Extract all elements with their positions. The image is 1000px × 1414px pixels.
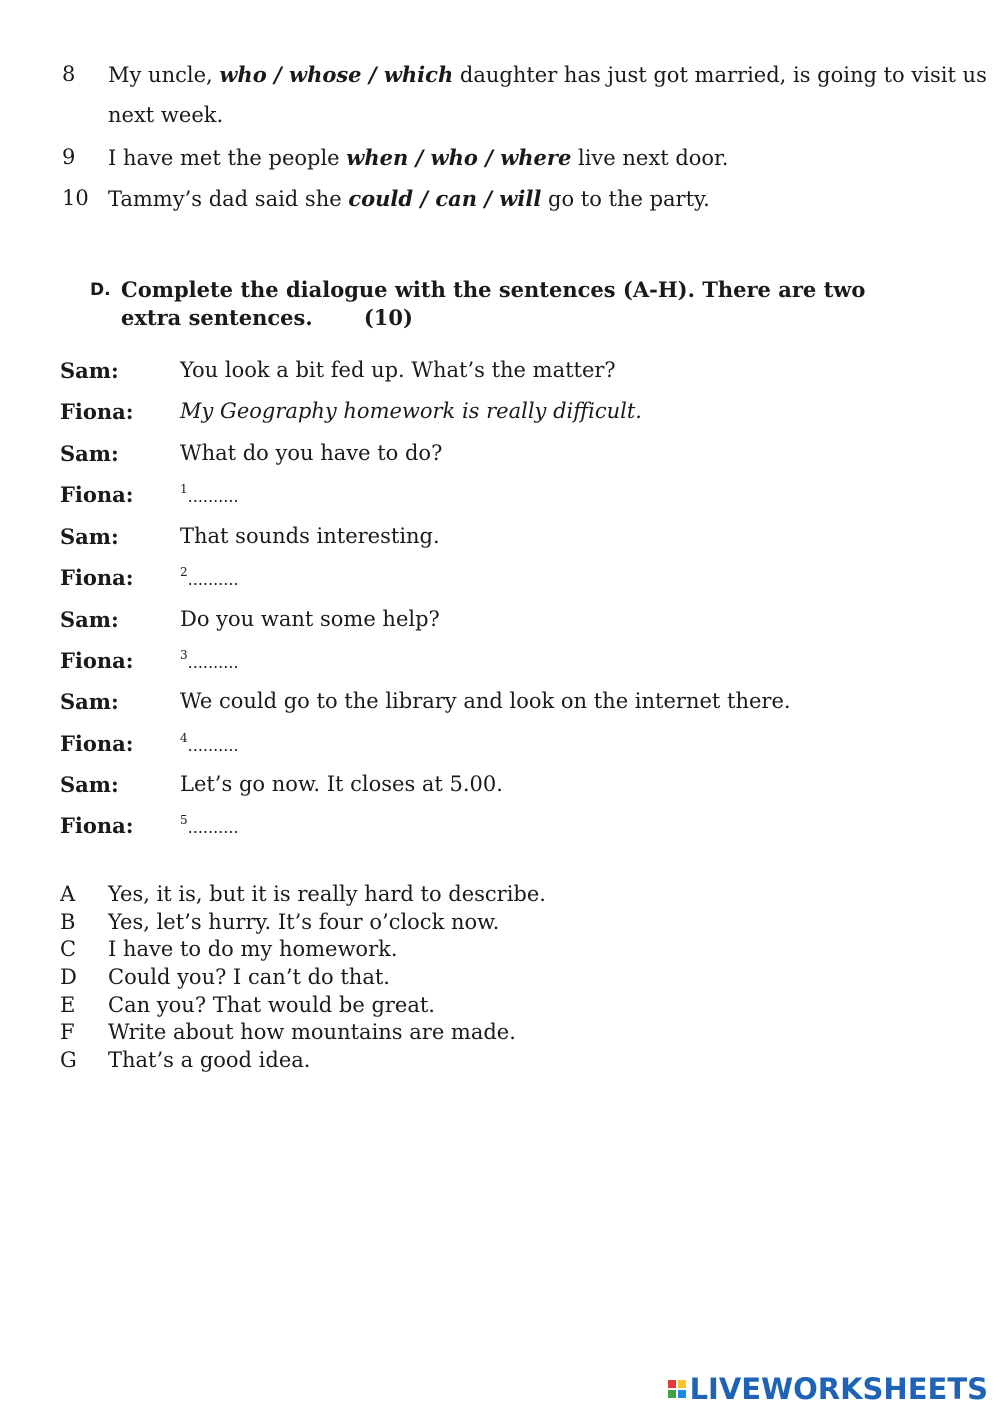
- answer-gap[interactable]: $^2$..........: [180, 565, 239, 589]
- option-text: Write about how mountains are made.: [108, 1020, 516, 1044]
- option-text: Can you? That would be great.: [108, 993, 435, 1017]
- answer-gap[interactable]: $^3$..........: [180, 648, 239, 672]
- option-letter: A: [60, 882, 76, 906]
- liveworksheets-logo: [668, 1372, 988, 1406]
- speaker-label: Sam:: [60, 358, 119, 383]
- speaker-label: Sam:: [60, 524, 119, 549]
- option-letter: C: [60, 937, 77, 961]
- speaker-label: Sam:: [60, 772, 119, 797]
- choice-options[interactable]: could / can / will: [348, 186, 542, 211]
- option-letter: D: [60, 965, 77, 989]
- item-number: 9: [62, 145, 76, 169]
- speaker-label: Sam:: [60, 689, 119, 714]
- choice-options[interactable]: when / who / where: [346, 145, 572, 170]
- answer-gap[interactable]: $^4$..........: [180, 731, 239, 755]
- speaker-label: Sam:: [60, 441, 119, 466]
- dialogue-line: Do you want some help?: [180, 607, 440, 631]
- item-number: 8: [62, 62, 76, 86]
- exercise-item-8-continued: next week.: [108, 103, 224, 127]
- speaker-label: Fiona:: [60, 565, 134, 590]
- logo-text: LIVEWORKSHEETS: [689, 1372, 988, 1406]
- choice-options[interactable]: who / whose / which: [219, 62, 454, 87]
- speaker-label: Fiona:: [60, 731, 134, 756]
- speaker-label: Fiona:: [60, 648, 134, 673]
- option-text: Yes, let’s hurry. It’s four o’clock now.: [108, 910, 500, 934]
- speaker-label: Fiona:: [60, 813, 134, 838]
- logo-icon: [668, 1380, 686, 1398]
- exercise-item-8: My uncle, who / whose / which daughter has just got married, is going to visit us: [108, 62, 987, 87]
- answer-gap[interactable]: $^1$..........: [180, 482, 239, 506]
- logo-square: [668, 1390, 676, 1398]
- dialogue-line: My Geography homework is really difficult.: [180, 399, 642, 423]
- option-text: Yes, it is, but it is really hard to describe.: [108, 882, 546, 906]
- dialogue-line: You look a bit fed up. What’s the matter?: [180, 358, 616, 382]
- option-text: I have to do my homework.: [108, 937, 398, 961]
- logo-square: [678, 1380, 686, 1388]
- answer-gap[interactable]: $^5$..........: [180, 813, 239, 837]
- section-title: Complete the dialogue with the sentences (A-H). There are two extra sentences. (10): [121, 277, 866, 330]
- option-letter: G: [60, 1048, 77, 1072]
- logo-square: [668, 1380, 676, 1388]
- dialogue-line: What do you have to do?: [180, 441, 443, 465]
- section-points: (10): [363, 305, 413, 330]
- option-text: Could you? I can’t do that.: [108, 965, 390, 989]
- section-letter: D.: [90, 280, 111, 300]
- dialogue-line: Let’s go now. It closes at 5.00.: [180, 772, 503, 796]
- option-letter: B: [60, 910, 76, 934]
- option-text: That’s a good idea.: [108, 1048, 311, 1072]
- dialogue-line: That sounds interesting.: [180, 524, 440, 548]
- option-letter: F: [60, 1020, 75, 1044]
- speaker-label: Fiona:: [60, 399, 134, 424]
- dialogue-line: We could go to the library and look on the internet there.: [180, 689, 791, 713]
- logo-square: [678, 1390, 686, 1398]
- exercise-item-9: I have met the people when / who / where live next door.: [108, 145, 729, 170]
- speaker-label: Fiona:: [60, 482, 134, 507]
- option-letter: E: [60, 993, 76, 1017]
- speaker-label: Sam:: [60, 607, 119, 632]
- item-number: 10: [62, 186, 89, 210]
- exercise-item-10: Tammy’s dad said she could / can / will go to the party.: [108, 186, 710, 211]
